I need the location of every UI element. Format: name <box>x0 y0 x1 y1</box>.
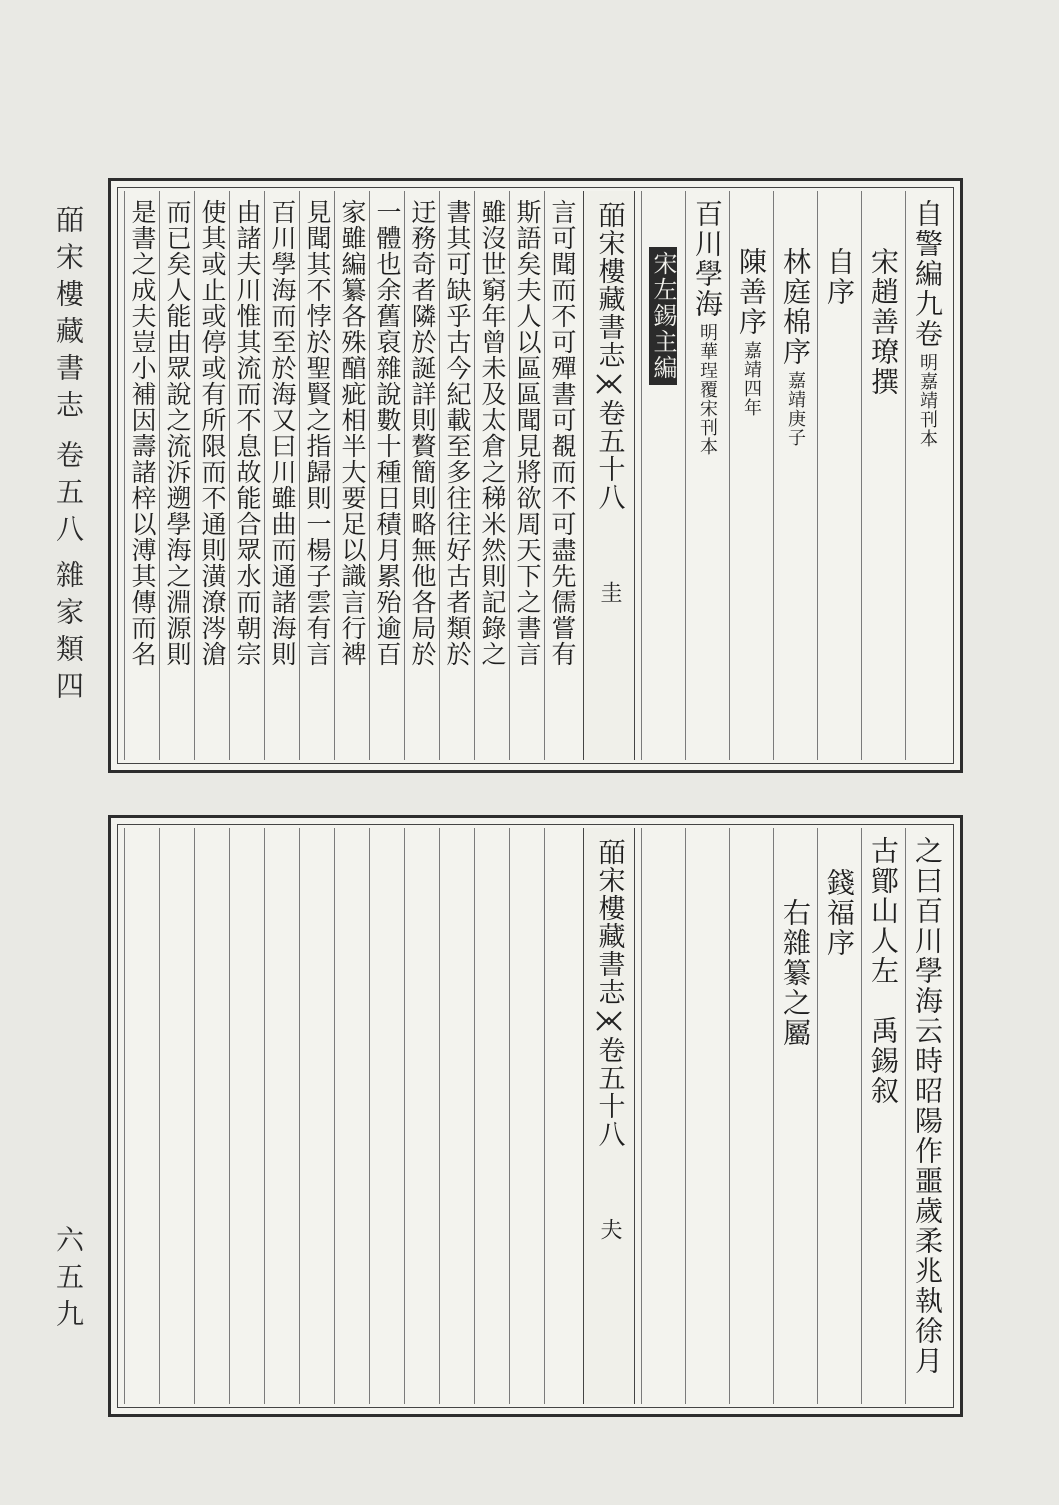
col-note-text: 明嘉靖刊本 <box>917 353 938 448</box>
bottom-center-column <box>583 828 635 1404</box>
bottom-col-r4 <box>773 828 816 1404</box>
top-col-r7 <box>641 191 684 760</box>
empty-text-column <box>159 828 195 1404</box>
text-column <box>509 191 545 760</box>
text-column <box>124 191 160 760</box>
column-text: 家雖編纂各殊醕疵相半大要足以識言行裨 <box>338 199 367 667</box>
col-main-text: 之曰百川學海云時昭陽作噩歲柔兆執徐月 <box>911 836 944 1376</box>
top-page-block <box>108 178 963 773</box>
running-juan: 卷五八 <box>52 440 85 551</box>
fish-tail-mark-icon <box>595 1010 623 1032</box>
bottom-col-r3 <box>817 828 860 1404</box>
text-column <box>544 191 580 760</box>
column-text: 由諸夫川惟其流而不息故能合眾水而朝宗 <box>233 199 262 667</box>
col-main-text: 林庭棉序 <box>779 247 812 367</box>
col-note-text: 禹錫叙 <box>867 1016 900 1106</box>
top-col-r5 <box>729 191 772 760</box>
column-text: 百川學海而至於海又曰川雖曲而通諸海則 <box>268 199 297 667</box>
center-juan: 卷五十八 <box>593 1036 625 1148</box>
top-col-r1 <box>905 191 948 760</box>
empty-text-column <box>544 828 580 1404</box>
empty-text-column <box>264 828 300 1404</box>
text-column <box>474 191 510 760</box>
column-text: 書其可缺乎古今紀載至多往往好古者類於 <box>443 199 472 667</box>
bottom-col-r1 <box>905 828 948 1404</box>
column-text: 言可聞而不可殫書可覩而不可盡先儒嘗有 <box>548 199 577 667</box>
col-note-text: 嘉靖庚子 <box>785 371 806 447</box>
column-text: 而已矣人能由眾說之流泝遡學海之淵源則 <box>163 199 192 667</box>
empty-text-column <box>194 828 230 1404</box>
top-col-r4 <box>773 191 816 760</box>
bottom-col-r2 <box>861 828 904 1404</box>
empty-text-column <box>334 828 370 1404</box>
column-text: 使其或止或停或有所限而不通則潢潦涔滄 <box>198 199 227 667</box>
compiler-stamp: 宋左錫主編 <box>649 247 677 385</box>
bottom-col-r5 <box>729 828 772 1404</box>
center-title: 皕宋樓藏書志 <box>593 201 625 369</box>
col-note-text: 嘉靖四年 <box>741 341 762 417</box>
bottom-col-r6 <box>685 828 728 1404</box>
center-page-number: 夫 <box>597 1218 622 1240</box>
empty-text-column <box>369 828 405 1404</box>
bottom-page-block <box>108 815 963 1417</box>
col-main-text: 右雜纂之屬 <box>779 898 812 1048</box>
text-column <box>194 191 230 760</box>
col-main-text: 百川學海 <box>691 199 724 319</box>
empty-text-column <box>404 828 440 1404</box>
center-page-number: 圭 <box>597 581 622 603</box>
folio-number: 六五九 <box>52 1225 85 1336</box>
text-column <box>404 191 440 760</box>
center-juan: 卷五十八 <box>593 399 625 511</box>
column-text: 迂務奇者隣於誕詳則贅簡則略無他各局於 <box>408 199 437 667</box>
text-column <box>159 191 195 760</box>
top-col-r2 <box>861 191 904 760</box>
fish-tail-mark-icon <box>595 373 623 395</box>
empty-text-column <box>124 828 160 1404</box>
col-main-text: 陳善序 <box>735 247 768 337</box>
text-column <box>299 191 335 760</box>
running-title: 皕宋樓藏書志 <box>52 205 85 427</box>
running-category: 雜家類四 <box>52 560 85 708</box>
column-text: 雖沒世窮年曾未及太倉之稊米然則記錄之 <box>478 199 507 667</box>
bottom-col-r7 <box>641 828 684 1404</box>
empty-text-column <box>439 828 475 1404</box>
text-column <box>439 191 475 760</box>
column-text: 一體也余舊裒雜說數十種日積月累殆逾百 <box>373 199 402 667</box>
empty-text-column <box>509 828 545 1404</box>
text-column <box>229 191 265 760</box>
empty-text-column <box>299 828 335 1404</box>
text-column <box>264 191 300 760</box>
col-note-text: 明華珵覆宋刊本 <box>697 323 718 456</box>
center-title: 皕宋樓藏書志 <box>593 838 625 1006</box>
col-main-text: 宋趙善璙撰 <box>867 247 900 397</box>
top-col-r6 <box>685 191 728 760</box>
text-column <box>334 191 370 760</box>
col-main-text: 自序 <box>823 247 856 307</box>
col-main-text: 古鄮山人左 <box>867 836 900 986</box>
text-column <box>369 191 405 760</box>
column-text: 是書之成夫豈小補因壽諸梓以溥其傳而名 <box>128 199 157 667</box>
empty-text-column <box>229 828 265 1404</box>
top-col-r3 <box>817 191 860 760</box>
col-main-text: 自警編九卷 <box>911 199 944 349</box>
top-center-column <box>583 191 635 760</box>
column-text: 斯語矣夫人以區區聞見將欲周天下之書言 <box>513 199 542 667</box>
col-main-text: 錢福序 <box>823 868 856 958</box>
column-text: 見聞其不悖於聖賢之指歸則一楊子雲有言 <box>303 199 332 667</box>
empty-text-column <box>474 828 510 1404</box>
